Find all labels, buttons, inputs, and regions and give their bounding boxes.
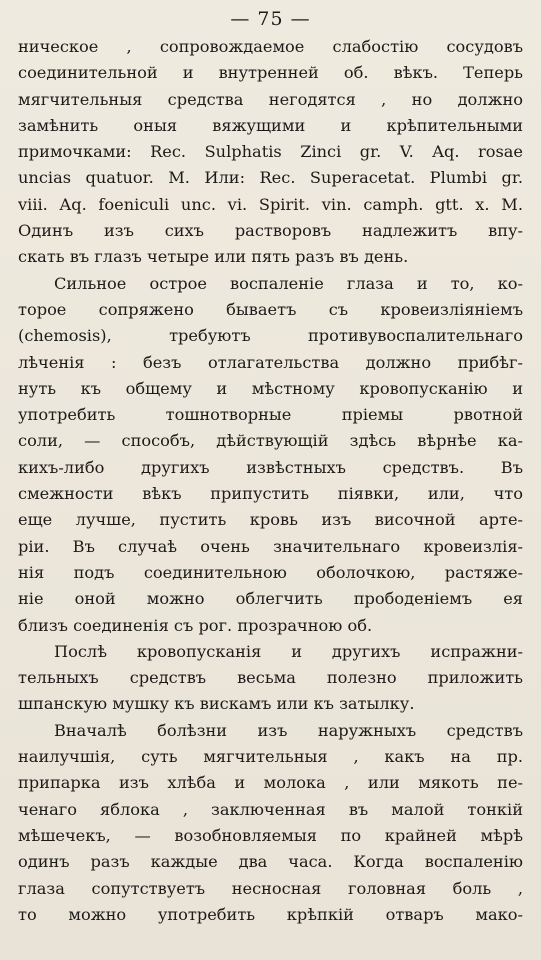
text-line: глаза сопутствуетъ несносная головная боль , [18, 878, 523, 898]
text-line: припарка изъ хлѣба и молока , или мякоть пе- [18, 773, 523, 793]
text-line: мягчительныя средства негодятся , но должно [18, 89, 523, 109]
text-line: Вначалѣ болѣзни изъ наружныхъ средствъ [54, 720, 523, 740]
text-line: Сильное острое воспаленіе глаза и то, ко- [54, 273, 523, 293]
text-line: наилучшія, суть мягчительныя , какъ на пр. [18, 747, 523, 767]
text-line: ніе оной можно облегчить прободеніемъ ея [18, 589, 523, 609]
text-line: шпанскую мушку къ вискамъ или къ затылку. [18, 694, 415, 714]
text-line: кихъ-либо другихъ извѣстныхъ средствъ. Въ [18, 457, 523, 477]
text-line: смежности вѣкъ припустить піявки, или, что [18, 484, 523, 504]
text-line: то можно употребить крѣпкій отваръ мако- [18, 904, 523, 924]
page-number: — 75 — [230, 8, 311, 30]
paragraph-1 [18, 34, 523, 271]
text-line: близъ соединенія съ рог. прозрачною об. [18, 615, 373, 635]
text-line: нуть къ общему и мѣстному кровопусканію и [18, 378, 523, 398]
text-line: нія подъ соединительною оболочкою, растяже- [18, 562, 523, 582]
text-line: замѣнить оныя вяжущими и крѣпительными [18, 115, 523, 135]
text-line: Послѣ кровопусканія и другихъ испражни- [54, 641, 523, 661]
text-line: одинъ разъ каждые два часа. Когда воспаленію [18, 852, 523, 872]
text-line: соли, — способъ, дѣйствующій здѣсь вѣрнѣе ка- [18, 431, 523, 451]
text-line: uncias quatuor. M. Или: Rec. Superacetat. Plumbi gr. [18, 168, 523, 188]
text-line: (chemosis), требуютъ противувоспалительнаго [18, 326, 523, 346]
text-line: торое сопряжено бываетъ съ кровеизліяніемъ [18, 299, 523, 319]
text-line: соединительной и внутренней об. вѣкъ. Теперь [18, 63, 523, 83]
text-line: Одинъ изъ сихъ растворовъ надлежитъ впу- [18, 221, 523, 241]
text-line: viii. Aq. foeniculi unc. vi. Spirit. vin. camph. gtt. x. M. [18, 194, 523, 214]
text-line: употребить тошнотворные пріемы рвотной [18, 405, 523, 425]
paragraph-2 [18, 271, 523, 639]
text-line: скать въ глазъ четыре или пять разъ въ день. [18, 247, 409, 267]
text-line: тельныхъ средствъ весьма полезно приложить [18, 668, 523, 688]
page-text [18, 34, 523, 928]
text-line: ченаго яблока , заключенная въ малой тонкій [18, 799, 523, 819]
text-line: ническое , сопровождаемое слабостію сосудовъ [18, 37, 523, 56]
text-line: примочками: Rec. Sulphatis Zinci gr. V. Aq. rosae [18, 142, 523, 162]
text-line: лѣченія : безъ отлагательства должно прибѣг- [18, 352, 523, 372]
paragraph-3 [18, 639, 523, 718]
paragraph-4 [18, 718, 523, 928]
text-line: мѣшечекъ, — возобновляемыя по крайней мѣрѣ [18, 825, 523, 845]
text-line: еще лучше, пустить кровь изъ височной арте- [18, 510, 523, 530]
text-line: ріи. Въ случаѣ очень значительнаго кровеизлія- [18, 536, 523, 556]
